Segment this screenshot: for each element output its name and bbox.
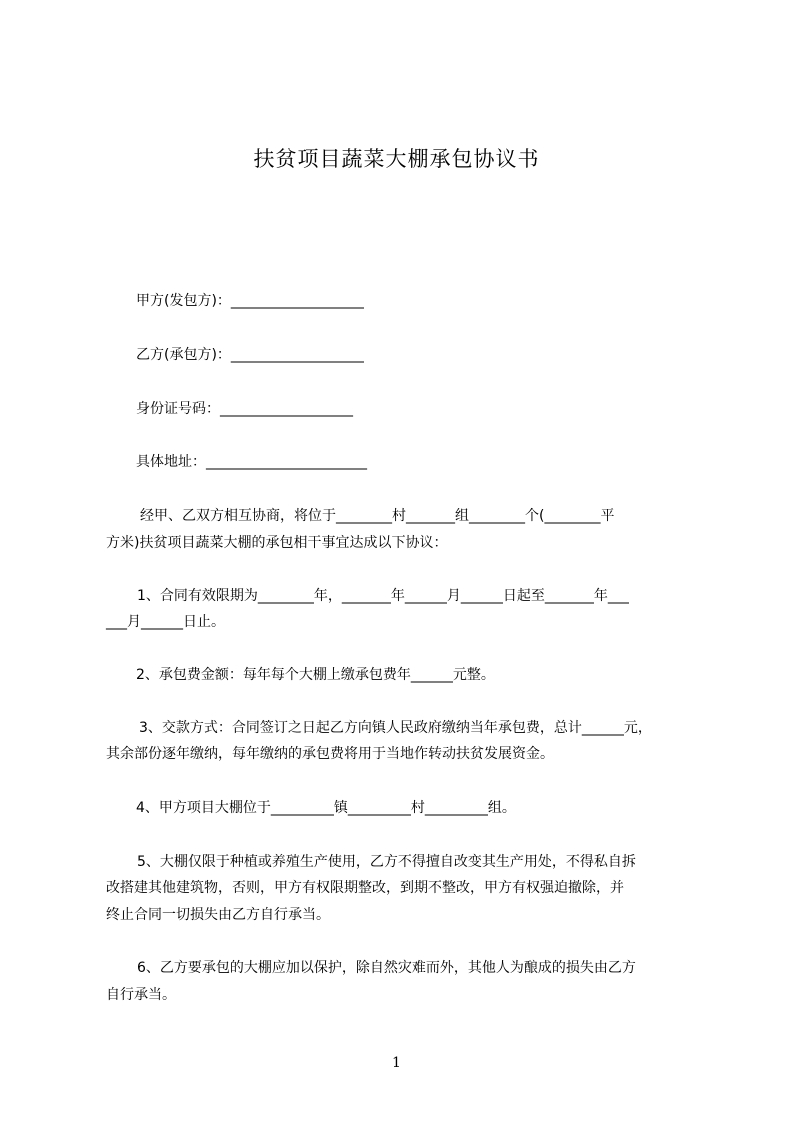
party-b-field: 乙方(承包方)：___________________ <box>136 347 364 363</box>
clause-1-line-1: 1、合同有效限期为________年，_______年______月______日起至_______年___ <box>137 588 629 604</box>
clause-3-line-1: 3、交款方式：合同签订之日起乙方向镇人民政府缴纳当年承包费，总计______元， <box>139 720 652 736</box>
document-title: 扶贫项目蔬菜大棚承包协议书 <box>253 147 540 171</box>
page-number: 1 <box>392 1055 401 1071</box>
clause-1-line-2: ___月______日止。 <box>106 614 225 630</box>
intro-line-1: 经甲、乙双方相互协商，将位于________村_______组________个(________平 <box>140 508 615 524</box>
id-number-field: 身份证号码：___________________ <box>136 401 353 417</box>
clause-4-line-1: 4、甲方项目大棚位于_________镇_________村_________组。 <box>136 800 516 816</box>
clause-5-line-3: 终止合同一切损失由乙方自行承当。 <box>106 907 330 923</box>
clause-5-line-2: 改搭建其他建筑物，否则，甲方有权限期整改，到期不整改，甲方有权强迫撤除，并 <box>106 880 624 896</box>
intro-line-2: 方米)扶贫项目蔬菜大棚的承包相干事宜达成以下协议： <box>106 535 448 551</box>
clause-3-line-2: 其余部份逐年缴纳，每年缴纳的承包费将用于当地作转动扶贫发展资金。 <box>106 746 554 762</box>
address-field: 具体地址：_______________________ <box>136 454 367 470</box>
party-a-field: 甲方(发包方)：___________________ <box>136 293 364 309</box>
clause-6-line-1: 6、乙方要承包的大棚应加以保护，除自然灾难而外，其他人为酿成的损失由乙方 <box>137 960 636 976</box>
clause-5-line-1: 5、大棚仅限于种植或养殖生产使用，乙方不得擅自改变其生产用处，不得私自拆 <box>137 854 636 870</box>
clause-2-line-1: 2、承包费金额：每年每个大棚上缴承包费年______元整。 <box>136 667 495 683</box>
clause-6-line-2: 自行承当。 <box>106 987 176 1003</box>
